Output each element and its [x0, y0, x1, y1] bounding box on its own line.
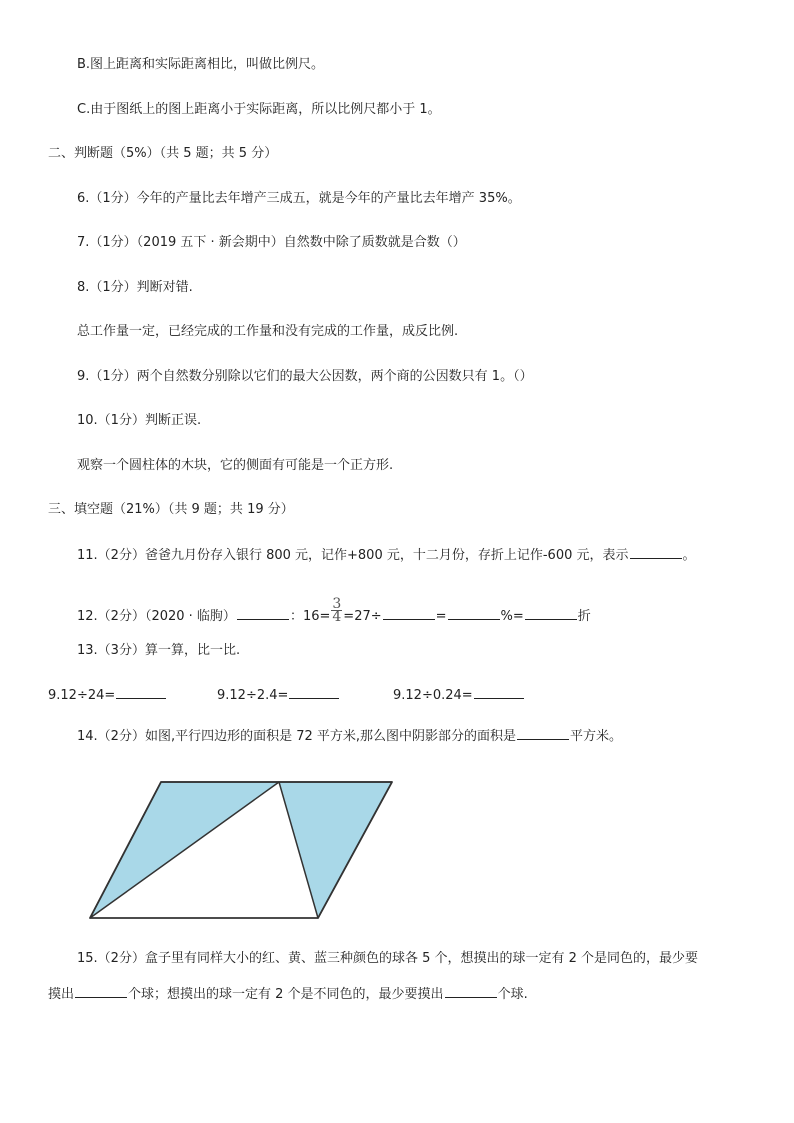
question-12: [77, 596, 591, 629]
question-15-end: 个球.: [497, 987, 528, 1002]
answer-blank[interactable]: [116, 686, 166, 699]
question-11-text: 11.（2分）爸爸九月份存入银行 800 元，记作+800 元，十二月份，存折上记作-600 元，表示: [77, 548, 629, 563]
shaded-triangle-left: [90, 782, 279, 918]
option-b: B.图上距离和实际距离相比，叫做比例尺。: [77, 57, 325, 72]
question-6: 6.（1分）今年的产量比去年增产三成五，就是今年的产量比去年增产 35%。: [77, 191, 521, 206]
fraction-denominator: 4: [332, 609, 342, 625]
calc-item-1: [48, 686, 167, 705]
question-13: 13.（3分）算一算，比一比.: [77, 643, 241, 658]
parallelogram-figure: [84, 776, 404, 926]
answer-blank[interactable]: [474, 686, 524, 699]
question-15: 15.（2分）盒子里有同样大小的红、黄、蓝三种颜色的球各 5 个，想摸出的球一定有 2 个是同色的，最少要: [77, 951, 699, 966]
answer-blank[interactable]: [237, 607, 289, 620]
answer-blank[interactable]: [525, 607, 577, 620]
shaded-triangle-right: [279, 782, 392, 918]
fraction-numerator: 3: [332, 596, 342, 612]
calc-expression: 9.12÷24=: [48, 688, 116, 703]
question-8-statement: 总工作量一定，已经完成的工作量和没有完成的工作量，成反比例.: [77, 324, 459, 339]
question-10: 10.（1分）判断正误.: [77, 413, 202, 428]
calc-expression: 9.12÷0.24=: [393, 688, 473, 703]
answer-blank[interactable]: [445, 985, 497, 998]
answer-blank[interactable]: [289, 686, 339, 699]
question-12-ratio: ：16=: [289, 609, 331, 624]
answer-blank[interactable]: [448, 607, 500, 620]
calc-expression: 9.12÷2.4=: [217, 688, 289, 703]
answer-blank[interactable]: [383, 607, 435, 620]
calc-item-3: [393, 686, 525, 705]
answer-blank[interactable]: [75, 985, 127, 998]
question-15-continued: [48, 985, 528, 1004]
option-c: C.由于图纸上的图上距离小于实际距离，所以比例尺都小于 1。: [77, 102, 441, 117]
calc-item-2: [217, 686, 340, 705]
section-fill-heading: 三、填空题（21%）（共 9 题；共 19 分）: [48, 502, 294, 517]
question-8: 8.（1分）判断对错.: [77, 280, 193, 295]
question-15-middle: 个球；想摸出的球一定有 2 个是不同色的，最少要摸出: [128, 987, 444, 1002]
question-12-percent: %=: [500, 609, 524, 624]
question-12-division: =27÷: [343, 609, 382, 624]
question-12-text: 12.（2分）（2020 · 临朐）: [77, 609, 236, 624]
question-10-statement: 观察一个圆柱体的木块，它的侧面有可能是一个正方形.: [77, 458, 394, 473]
section-judgment-heading: 二、判断题（5%）（共 5 题；共 5 分）: [48, 146, 278, 161]
fraction-three-quarters: [331, 598, 342, 623]
question-12-discount: 折: [577, 609, 591, 624]
question-14-text: 14.（2分）如图,平行四边形的面积是 72 平方米,那么图中阴影部分的面积是: [77, 729, 517, 744]
question-7: 7.（1分）（2019 五下 · 新会期中）自然数中除了质数就是合数（）: [77, 235, 466, 250]
question-11-end: 。: [682, 548, 696, 563]
question-15-text: 摸出: [48, 987, 75, 1002]
answer-blank[interactable]: [630, 546, 682, 559]
question-14: [77, 727, 622, 746]
answer-blank[interactable]: [517, 727, 569, 740]
question-12-equals: =: [435, 609, 447, 624]
question-11: [77, 546, 696, 565]
question-9: 9.（1分）两个自然数分别除以它们的最大公因数，两个商的公因数只有 1。（）: [77, 369, 533, 384]
question-14-unit: 平方米。: [570, 729, 623, 744]
